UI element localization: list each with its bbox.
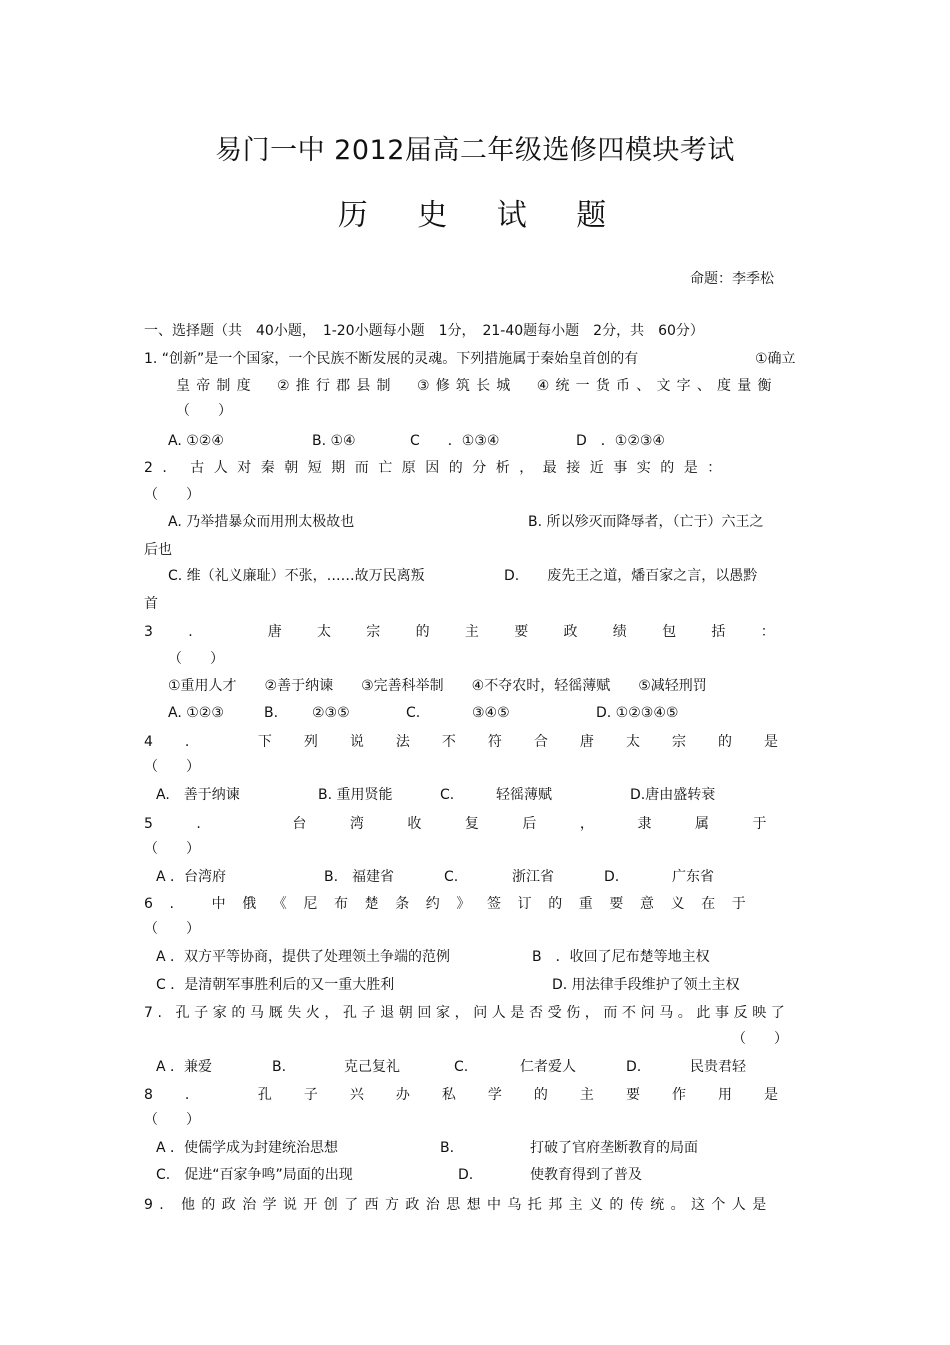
option-c: C. <box>406 705 421 721</box>
question-3-stem: 3. 唐太宗的主要政绩包括： <box>144 624 810 640</box>
option-b: B ．收回了尼布楚等地主权 <box>532 949 710 965</box>
option-b: B. 福建省 <box>324 869 395 885</box>
option-c-text: 浙江省 <box>512 869 554 885</box>
question-4-stem: 4. 下列说法不符合唐太宗的是 <box>144 734 810 750</box>
answer-paren: （ ） <box>144 921 200 937</box>
question-6-stem: 6. 中俄《尼布楚条约》签订的重要意义在于 <box>144 896 763 912</box>
option-b-text: 克己复礼 <box>344 1059 400 1075</box>
answer-paren: （ ） <box>144 1112 200 1128</box>
section-heading: 一、选择题（共 40小题， 1-20小题每小题 1分， 21-40题每小题 2分，共 60分） <box>144 323 704 339</box>
option-c: C ．是清朝军事胜利后的又一重大胜利 <box>156 977 395 993</box>
option-c: C. <box>444 869 459 885</box>
author-line: 命题：李季松 <box>690 271 774 287</box>
option-d: D. <box>458 1167 474 1183</box>
answer-paren: （ ） <box>176 403 232 419</box>
option-d: D ．①②③④ <box>576 433 665 449</box>
question-7-stem: 7. 孔子家的马厩失火，孔子退朝回家，问人是否受伤，而不问马。此事反映了 <box>144 1005 790 1021</box>
option-c: C. <box>454 1059 469 1075</box>
option-a: A ．兼爱 <box>156 1059 213 1075</box>
option-a: A. 善于纳谏 <box>156 787 240 803</box>
option-d-text: 广东省 <box>672 869 714 885</box>
question-9-stem: 9. 他的政治学说开创了西方政治思想中乌托邦主义的传统。这个人是 <box>144 1197 773 1213</box>
question-8-stem: 8. 孔子兴办私学的主要作用是 <box>144 1087 810 1103</box>
option-b: B. <box>264 705 279 721</box>
option-a: A. ①②④ <box>168 433 224 449</box>
option-b-text: 打破了官府垄断教育的局面 <box>530 1140 698 1156</box>
option-d: D. <box>604 869 620 885</box>
option-b: B. <box>440 1140 455 1156</box>
option-c: C. 维（礼义廉耻）不张，……故万民离叛 <box>168 568 425 584</box>
option-c: C. 促进“百家争鸣”局面的出现 <box>156 1167 353 1183</box>
option-d: D. 用法律手段维护了领土主权 <box>552 977 740 993</box>
answer-paren: （ ） <box>144 487 200 503</box>
option-d: D.唐由盛转衰 <box>630 787 716 803</box>
option-b-continued: 后也 <box>144 542 172 558</box>
option-c-text: 轻徭薄赋 <box>496 787 552 803</box>
option-b-text: ②③⑤ <box>312 705 350 721</box>
option-c-text: 仁者爱人 <box>520 1059 576 1075</box>
answer-paren: （ ） <box>732 1031 788 1047</box>
option-a: A ．双方平等协商，提供了处理领土争端的范例 <box>156 949 451 965</box>
option-d: D. <box>626 1059 642 1075</box>
question-5-stem: 5. 台湾收复后，隶属于 <box>144 816 810 832</box>
option-a: A ．台湾府 <box>156 869 227 885</box>
option-c-text: ③④⑤ <box>472 705 510 721</box>
option-b: B. 重用贤能 <box>318 787 393 803</box>
option-d: D. 废先王之道，燔百家之言，以愚黔 <box>504 568 758 584</box>
question-1-stem: 1. “创新”是一个国家，一个民族不断发展的灵魂。下列措施属于秦始皇首创的有 <box>144 351 639 367</box>
answer-paren: （ ） <box>144 841 200 857</box>
exam-title: 易门一中 2012届高二年级选修四模块考试 <box>215 135 735 166</box>
option-c: C. <box>440 787 455 803</box>
subject-title: 历 史 试 题 <box>337 198 627 233</box>
option-b: B. <box>272 1059 287 1075</box>
option-d-text: 民贵君轻 <box>690 1059 746 1075</box>
option-d-text: 使教育得到了普及 <box>530 1167 642 1183</box>
option-b: B. ①④ <box>312 433 356 449</box>
option-d: D. ①②③④⑤ <box>596 705 679 721</box>
option-b: B. 所以殄灭而降辱者，（亡于）六王之 <box>528 514 764 530</box>
question-1-stem-end: ①确立 <box>755 351 796 367</box>
question-2-stem: 2. 古人对秦朝短期而亡原因的分析，最接近事实的是： <box>144 460 731 476</box>
question-3-items: ①重用人才 ②善于纳谏 ③完善科举制 ④不夺农时，轻徭薄赋 ⑤减轻刑罚 <box>168 678 707 694</box>
option-a: A. 乃举措暴众而用刑太极故也 <box>168 514 355 530</box>
option-c: C ．①③④ <box>410 433 500 449</box>
question-1-items: 皇帝制度 ②推行郡县制 ③修筑长城 ④统一货币、文字、度量衡 <box>176 378 778 394</box>
option-d-continued: 首 <box>144 596 158 612</box>
answer-paren: （ ） <box>144 759 200 775</box>
answer-paren: （ ） <box>168 651 224 667</box>
option-a: A. ①②③ <box>168 705 224 721</box>
option-a: A ．使儒学成为封建统治思想 <box>156 1140 339 1156</box>
